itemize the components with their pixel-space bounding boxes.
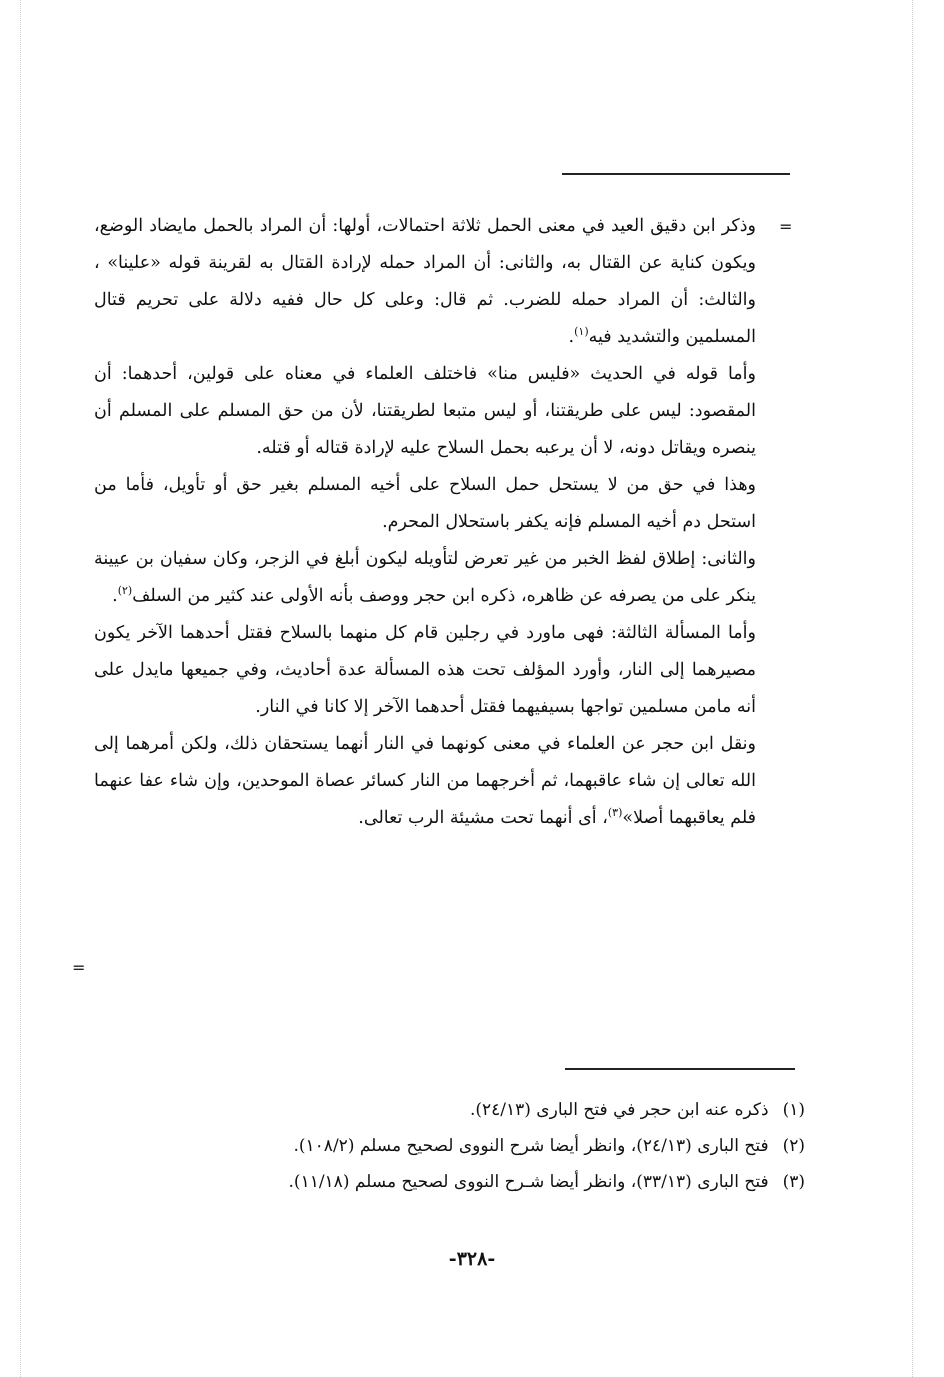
- footnote-text: فتح البارى (٣٣/١٣)، وانظر أيضا شـرح النووى لصحيح مسلم (١١/١٨).: [288, 1172, 769, 1192]
- paragraph-end: .: [112, 586, 118, 606]
- paragraph-text: وأما قوله في الحديث «فليس منا» فاختلف العلماء في معناه على قولين، أحدهما: أن المقصود: ليس على طريقتنا، أو ليس متبعا لطريقتنا، لأن من حق المسلم على المسلم أن ينصره ويقاتل دونه، لا أن يرعبه بحمل السلاح عليه لإرادة قتاله أو قتله.: [94, 364, 756, 458]
- paragraph: [94, 726, 756, 837]
- paragraph-text: وهذا في حق من لا يستحل حمل السلاح على أخيه المسلم بغير حق أو تأويل، فأما من استحل دم أخيه المسلم فإنه يكفر باستحلال المحرم.: [94, 475, 756, 532]
- continuation-mark-top: =: [779, 217, 793, 236]
- footnote-separator-rule: [565, 1068, 795, 1070]
- top-separator-rule: [562, 173, 790, 175]
- paragraph-end: ، أى أنهما تحت مشيئة الرب تعالى.: [358, 808, 608, 828]
- main-body-text: [94, 208, 756, 837]
- footnote-item: [100, 1128, 805, 1164]
- footnote-number: (٣): [782, 1172, 805, 1192]
- margin-guide-left: [20, 0, 21, 1377]
- paragraph: [94, 615, 756, 726]
- footnotes-section: [100, 1092, 805, 1200]
- footnote-ref: (٢): [117, 584, 133, 598]
- footnote-item: [100, 1092, 805, 1128]
- paragraph: [94, 208, 756, 356]
- footnote-ref: (٣): [607, 806, 623, 820]
- paragraph-text: وأما المسألة الثالثة: فهى ماورد في رجلين قام كل منهما بالسلاح فقتل أحدهما الآخر يكون مصيرهما إلى النار، وأورد المؤلف تحت هذه المسألة عدة أحاديث، وفي جميعها مايدل على أنه مامن مسلمين تواجها بسيفيهما فقتل أحدهما الآخر إلا كانا في النار.: [94, 623, 756, 717]
- page-number: -٣٢٨-: [448, 1248, 496, 1270]
- paragraph-end: .: [568, 327, 575, 347]
- paragraph-text: والثانى: إطلاق لفظ الخبر من غير تعرض لتأويله ليكون أبلغ في الزجر، وكان سفيان بن عيينة ينكر على من يصرفه عن ظاهره، ذكره ابن حجر ووصف بأنه الأولى عند كثير من السلف: [94, 549, 756, 606]
- footnote-number: (٢): [782, 1136, 805, 1156]
- footnote-number: (١): [782, 1100, 805, 1120]
- paragraph-text: ونقل ابن حجر عن العلماء في معنى كونهما في النار أنهما يستحقان ذلك، ولكن أمرهما إلى الله تعالى إن شاء عاقبهما، ثم أخرجهما من النار كسائر عصاة الموحدين، وإن شاء عفا عنهما فلم يعاقبهما أصلا»: [94, 734, 756, 828]
- footnote-text: ذكره عنه ابن حجر في فتح البارى (٢٤/١٣).: [469, 1100, 769, 1120]
- footnote-item: [100, 1164, 805, 1200]
- paragraph: [94, 467, 756, 541]
- paragraph: [94, 356, 756, 467]
- footnote-ref: (١): [574, 325, 589, 339]
- continuation-mark-bottom: =: [72, 958, 86, 977]
- footnote-text: فتح البارى (٢٤/١٣)، وانظر أيضا شرح النووى لصحيح مسلم (١٠٨/٢).: [293, 1136, 769, 1156]
- paragraph: [94, 541, 756, 615]
- margin-guide-right: [912, 0, 913, 1377]
- paragraph-text: وذكر ابن دقيق العيد في معنى الحمل ثلاثة احتمالات، أولها: أن المراد بالحمل مايضاد الوضع، ويكون كناية عن القتال به، والثانى: أن المراد حمله لإرادة القتال به لقرينة قوله «علينا» ، والثالث: أن المراد حمله للضرب. ثم قال: وعلى كل حال ففيه دلالة على تحريم قتال المسلمين والتشديد فيه: [94, 216, 756, 347]
